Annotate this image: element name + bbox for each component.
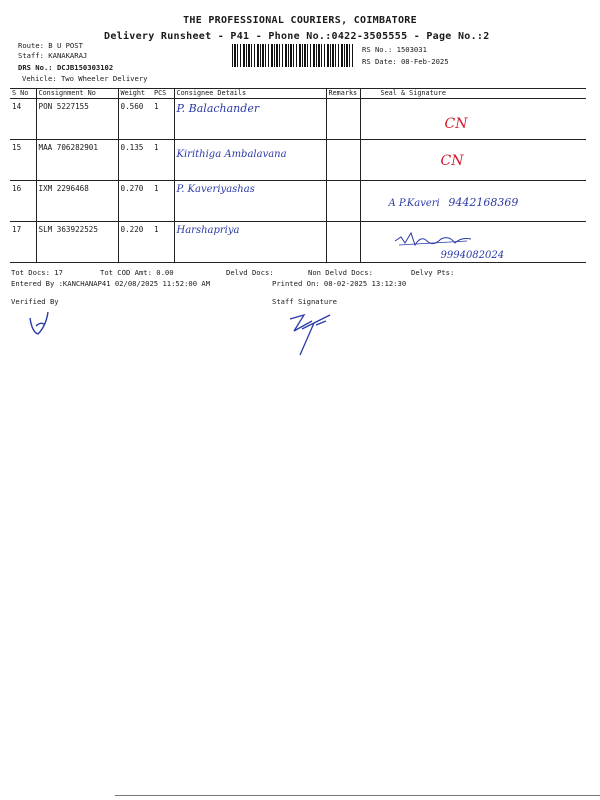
row-pcs: 1: [152, 181, 174, 222]
rs-date: RS Date: 08-Feb-2025: [362, 57, 449, 66]
handwritten-signature-scribble: [391, 227, 481, 251]
row-remarks: [326, 222, 360, 263]
page-edge-line: [115, 795, 600, 796]
row-pcs: 1: [152, 99, 174, 140]
row-sno: 15: [10, 140, 36, 181]
printed-on: Printed On: 08-02-2025 13:12:30: [272, 279, 407, 288]
row-consignee: [174, 99, 326, 140]
drs-number: DRS No.: DCJB150303102: [18, 63, 114, 72]
row-sno: 16: [10, 181, 36, 222]
consignment-table: [10, 88, 586, 263]
non-delvd-docs: Non Delvd Docs:: [308, 268, 373, 277]
handwritten-consignee: P. Kaveriyashas: [176, 184, 255, 195]
row-weight: 0.220: [118, 222, 152, 263]
row-seal: [360, 181, 586, 222]
table-row: [10, 181, 586, 222]
staff-signature-mark: [282, 307, 342, 359]
red-initials: CN: [440, 153, 464, 169]
header-consignment: Consignment No: [36, 89, 118, 99]
header-remarks: Remarks: [326, 89, 360, 99]
header-weight: Weight: [118, 89, 152, 99]
row-consignment: MAA 706282901: [36, 140, 118, 181]
row-consignee: [174, 140, 326, 181]
rs-number: RS No.: 1503031: [362, 45, 427, 54]
handwritten-consignee: Kirithiga Ambalavana: [176, 149, 287, 160]
tot-cod-amt: Tot COD Amt: 0.00: [100, 268, 174, 277]
row-pcs: 1: [152, 222, 174, 263]
table-row: [10, 99, 586, 140]
verifier-signature: [26, 308, 56, 340]
staff-signature-label: Staff Signature: [272, 297, 337, 306]
header-consignee: Consignee Details: [174, 89, 326, 99]
row-weight: 0.135: [118, 140, 152, 181]
row-consignment: SLM 363922525: [36, 222, 118, 263]
row-weight: 0.560: [118, 99, 152, 140]
entered-by: Entered By :KANCHANAP41 02/08/2025 11:52:00 AM: [11, 279, 211, 288]
row-sno: 17: [10, 222, 36, 263]
header-seal: Seal & Signature: [360, 89, 586, 99]
delvy-pts: Delvy Pts:: [411, 268, 455, 277]
handwritten-phone: 9994082024: [440, 250, 505, 261]
row-consignment: PON 5227155: [36, 99, 118, 140]
row-sno: 14: [10, 99, 36, 140]
row-remarks: [326, 140, 360, 181]
row-pcs: 1: [152, 140, 174, 181]
table-row: [10, 140, 586, 181]
vehicle-label: Vehicle: Two Wheeler Delivery: [22, 74, 148, 83]
row-remarks: [326, 99, 360, 140]
row-consignee: [174, 181, 326, 222]
route-label: Route: B U POST: [18, 41, 83, 50]
row-weight: 0.270: [118, 181, 152, 222]
staff-label: Staff: KANAKARAJ: [18, 51, 88, 60]
tot-docs: Tot Docs: 17: [11, 268, 63, 277]
verified-by-label: Verified By: [11, 297, 59, 306]
handwritten-consignee: Harshapriya: [176, 225, 240, 236]
header-sno: S No: [10, 89, 36, 99]
row-seal: [360, 140, 586, 181]
row-seal: [360, 99, 586, 140]
handwritten-consignee: P. Balachander: [176, 102, 260, 115]
delvd-docs: Delvd Docs:: [226, 268, 274, 277]
handwritten-phone: 9442168369: [448, 196, 519, 209]
header-pcs: PCS: [152, 89, 174, 99]
barcode: [232, 44, 354, 67]
red-initials: CN: [444, 116, 468, 132]
handwritten-receiver-name: A P.Kaveri: [388, 198, 440, 209]
row-consignment: IXM 2296468: [36, 181, 118, 222]
runsheet-title: Delivery Runsheet - P41 - Phone No.:0422-3505555 - Page No.:2: [104, 31, 490, 42]
row-consignee: [174, 222, 326, 263]
table-row: [10, 222, 586, 263]
row-remarks: [326, 181, 360, 222]
table-header-row: [10, 89, 586, 99]
company-title: THE PROFESSIONAL COURIERS, COIMBATORE: [183, 15, 417, 26]
row-seal: [360, 222, 586, 263]
